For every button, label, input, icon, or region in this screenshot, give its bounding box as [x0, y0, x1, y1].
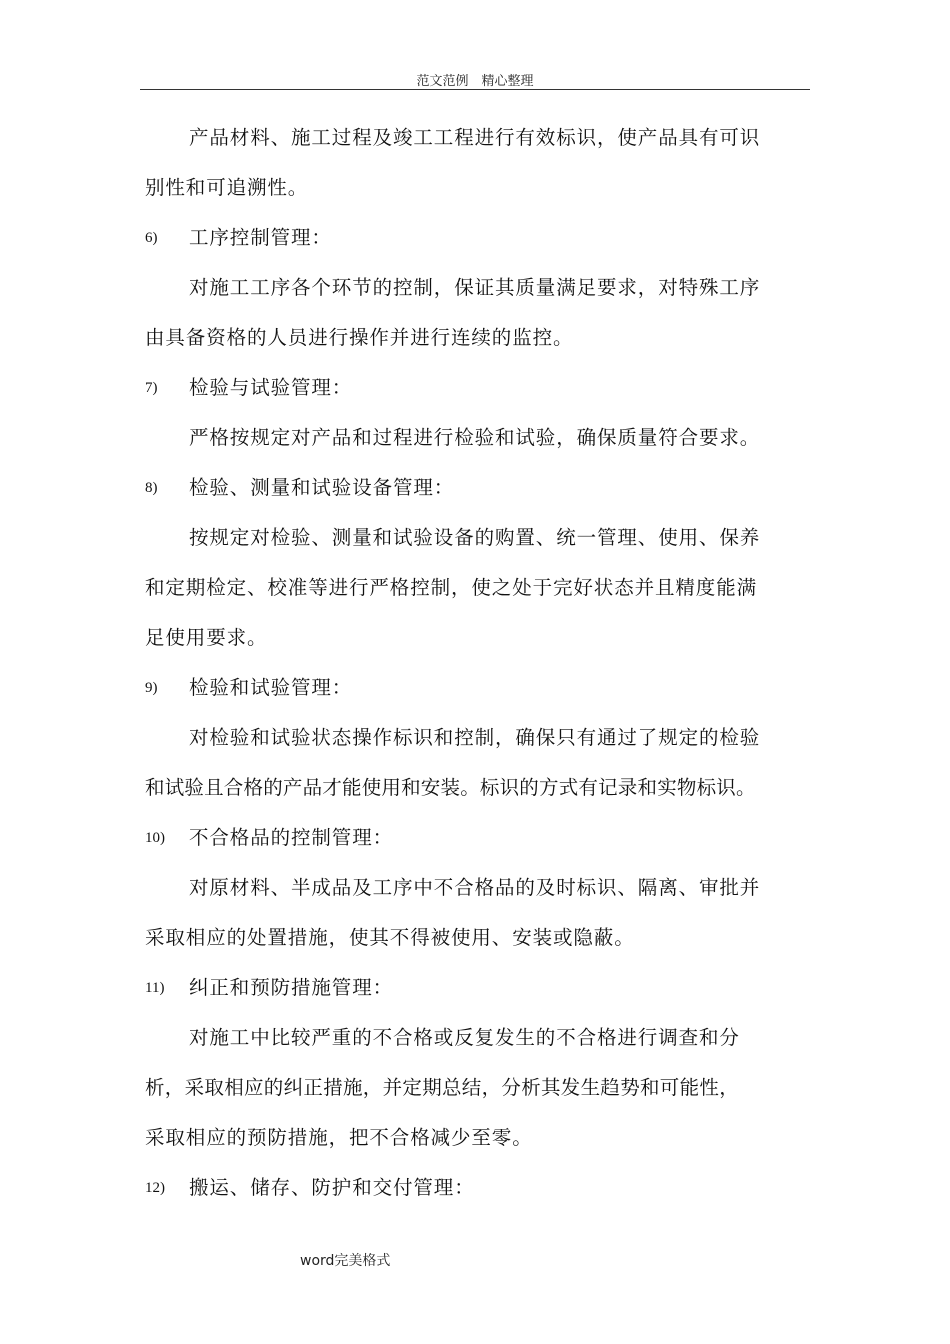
body-line: 由具备资格的人员进行操作并进行连续的监控。 [145, 326, 574, 349]
body-line: 采取相应的预防措施，把不合格减少至零。 [145, 1126, 533, 1149]
list-number: 12) [145, 1180, 165, 1196]
header-divider [140, 89, 810, 90]
page-header: 范文范例 精心整理 [416, 74, 534, 89]
list-number: 6) [145, 230, 158, 246]
body-line: 和试验且合格的产品才能使用和安装。标识的方式有记录和实物标识。 [145, 776, 756, 799]
body-line: 对检验和试验状态操作标识和控制，确保只有通过了规定的检验 [189, 726, 761, 749]
list-number: 11) [145, 980, 165, 996]
section-title: 纠正和预防措施管理： [189, 976, 394, 999]
section-title: 检验与试验管理： [189, 376, 353, 399]
body-line: 严格按规定对产品和过程进行检验和试验，确保质量符合要求。 [189, 426, 761, 449]
body-line: 和定期检定、校准等进行严格控制，使之处于完好状态并且精度能满 [145, 576, 758, 599]
section-title: 检验和试验管理： [189, 676, 353, 699]
section-title: 不合格品的控制管理： [189, 826, 394, 849]
body-line: 按规定对检验、测量和试验设备的购置、统一管理、使用、保养 [189, 526, 761, 549]
list-number: 8) [145, 480, 158, 496]
list-number: 10) [145, 830, 165, 846]
section-title: 工序控制管理： [189, 226, 332, 249]
list-number: 7) [145, 380, 158, 396]
body-line: 产品材料、施工过程及竣工工程进行有效标识，使产品具有可识 [189, 126, 761, 149]
body-line: 采取相应的处置措施，使其不得被使用、安装或隐蔽。 [145, 926, 635, 949]
body-line: 别性和可追溯性。 [145, 176, 309, 199]
body-line: 对施工中比较严重的不合格或反复发生的不合格进行调查和分 [189, 1026, 740, 1049]
body-line: 对原材料、半成品及工序中不合格品的及时标识、隔离、审批并 [189, 876, 761, 899]
list-number: 9) [145, 680, 158, 696]
page-footer: word完美格式 [300, 1253, 391, 1269]
body-line: 析，采取相应的纠正措施，并定期总结，分析其发生趋势和可能性， [145, 1076, 740, 1099]
body-line: 对施工工序各个环节的控制，保证其质量满足要求，对特殊工序 [189, 276, 761, 299]
section-title: 检验、测量和试验设备管理： [189, 476, 455, 499]
section-title: 搬运、储存、防护和交付管理： [189, 1176, 475, 1199]
body-line: 足使用要求。 [145, 626, 268, 649]
